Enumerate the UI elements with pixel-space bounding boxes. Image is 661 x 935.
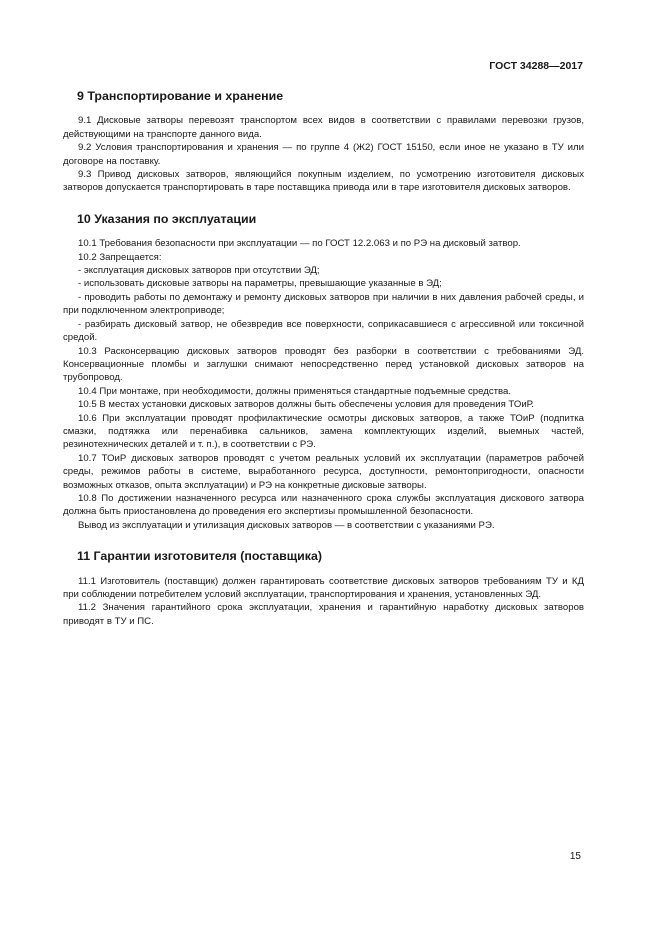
paragraph: 10.3 Расконсервацию дисковых затворов проводят без разборки в соответствии с требованиями ЭД. Консервационные пломбы и заглушки снимают непосредственно перед установкой дисковых затворов на трубопровод. [63,345,584,384]
list-item: - использовать дисковые затворы на параметры, превышающие указанные в ЭД; [78,278,442,290]
section-transport [63,90,584,195]
list-item: - эксплуатация дисковых затворов при отсутствии ЭД; [78,265,320,277]
paragraph: 10.2 Запрещается: [78,251,162,263]
section-title: 9 Транспортирование и хранение [77,89,284,103]
paragraph: Вывод из эксплуатации и утилизация дисковых затворов — в соответствии с указаниями РЭ. [78,519,495,531]
paragraph: 10.8 По достижении назначенного ресурса или назначенного срока службы эксплуатация дискового затвора должна быть приостановлена до проведения его экспертизы промышленной безопасности. [63,492,584,518]
document-body [63,90,584,628]
paragraph: 10.7 ТОиР дисковых затворов проводят с учетом реальных условий их эксплуатации (параметров рабочей среды, режимов работы в системе, выработанного ресурса, доступности, ремонтопригодности, опасности возможных отказов, опыта эксплуатации) и РЭ на конкретные дисковые затворы. [63,452,584,491]
paragraph: 11.2 Значения гарантийного срока эксплуатации, хранения и гарантийную наработку дисковых затворов приводят в ТУ и ПС. [63,602,584,627]
paragraph: 10.1 Требования безопасности при эксплуатации — по ГОСТ 12.2.063 и по РЭ на дисковый затвор. [78,238,521,250]
section-title: 10 Указания по эксплуатации [77,211,257,226]
paragraph: 9.3 Привод дисковых затворов, являющийся покупным изделием, по усмотрению изготовителя дисковых затворов допускается транспортировать в таре поставщика привода или в таре изготовителя дисковых затворов. [63,169,584,194]
list-item: - разбирать дисковый затвор, не обезвредив все поверхности, соприкасавшиеся с агрессивной или токсичной средой. [63,318,584,344]
standard-designation: ГОСТ 34288—2017 [489,60,583,72]
section-title: 11 Гарантии изготовителя (поставщика) [77,549,322,564]
page-number: 15 [569,851,581,862]
section-warranty [63,550,584,628]
list-item: - проводить работы по демонтажу и ремонту дисковых затворов при наличии в них давления рабочей среды, и при подключенном электроприводе; [63,291,584,317]
paragraph: 11.1 Изготовитель (поставщик) должен гарантировать соответствие дисковых затворов требованиям ТУ и КД при соблюдении потребителем условий эксплуатации, транспортирования и хранения, установленных ЭД. [63,575,584,600]
section-operation [63,213,584,532]
paragraph: 9.1 Дисковые затворы перевозят транспортом всех видов в соответствии с правилами перевозки грузов, действующими на транспорте данного вида. [63,115,584,140]
paragraph: 10.6 При эксплуатации проводят профилактические осмотры дисковых затворов, а также ТОиР (подпитка смазки, подтяжка или перенабивка сальников, замена комплектующих изделий, выемных частей, резинотехнических деталей и т. п.), в соответствии с РЭ. [63,412,584,451]
paragraph: 10.5 В местах установки дисковых затворов должны быть обеспечены условия для проведения ТОиР. [78,399,534,411]
paragraph: 10.4 При монтаже, при необходимости, должны применяться стандартные подъемные средства. [78,385,512,397]
paragraph: 9.2 Условия транспортирования и хранения — по группе 4 (Ж2) ГОСТ 15150, если иное не указано в ТУ или договоре на поставку. [63,142,584,167]
